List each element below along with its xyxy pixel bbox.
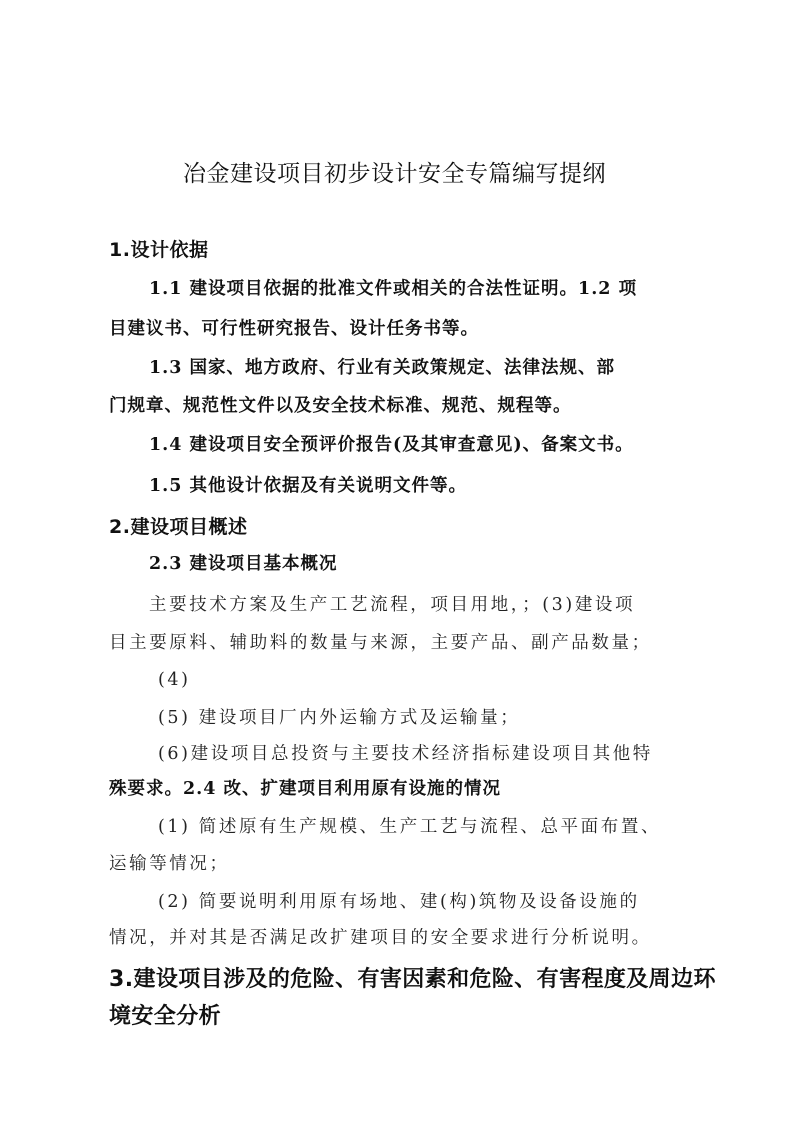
item-5: (5) 建设项目厂内外运输方式及运输量； [158,708,521,728]
item-6-line-1: (6)建设项目总投资与主要技术经济指标建设项目其他特 [158,744,653,764]
item-2-4-1-line-1: (1) 简述原有生产规模、生产工艺与流程、总平面布置、 [158,817,662,837]
section-1-1-line-2: 目建议书、可行性研究报告、设计任务书等。 [109,319,479,339]
section-1-3-line-1: 1.3 国家、地方政府、行业有关政策规定、法律法规、部 [149,358,616,378]
item-6-line-2-with-section-2-4: 殊要求。2.4 改、扩建项目利用原有设施的情况 [109,779,502,799]
section-1-3-line-2: 门规章、规范性文件以及安全技术标准、规范、规程等。 [109,396,572,416]
document-title: 冶金建设项目初步设计安全专篇编写提纲 [183,161,606,187]
section-2-3-paragraph-line-1: 主要技术方案及生产工艺流程，项目用地，；(3)建设项 [149,595,636,615]
section-2-3-heading: 2.3 建设项目基本概况 [149,554,338,574]
section-1-5-paragraph: 1.5 其他设计依据及有关说明文件等。 [149,476,468,496]
item-4: (4) [158,670,191,690]
section-1-1-line-1: 1.1 建设项目依据的批准文件或相关的合法性证明。1.2 项 [149,279,638,299]
section-3-heading-line-1: 3.建设项目涉及的危险、有害因素和危险、有害程度及周边环 [109,967,716,992]
section-2-3-paragraph-line-2: 目主要原料、辅助料的数量与来源，主要产品、副产品数量； [109,633,652,653]
section-1-4-paragraph: 1.4 建设项目安全预评价报告(及其审查意见)、备案文书。 [149,435,634,455]
section-1-heading: 1.设计依据 [109,239,209,261]
item-2-4-1-line-2: 运输等情况； [109,854,230,874]
section-3-heading-line-2: 境安全分析 [109,1004,222,1029]
item-2-4-2-line-1: (2) 简要说明利用原有场地、建(构)筑物及设备设施的 [158,892,640,912]
section-2-heading: 2.建设项目概述 [109,516,248,538]
item-2-4-2-line-2: 情况，并对其是否满足改扩建项目的安全要求进行分析说明。 [109,928,652,948]
